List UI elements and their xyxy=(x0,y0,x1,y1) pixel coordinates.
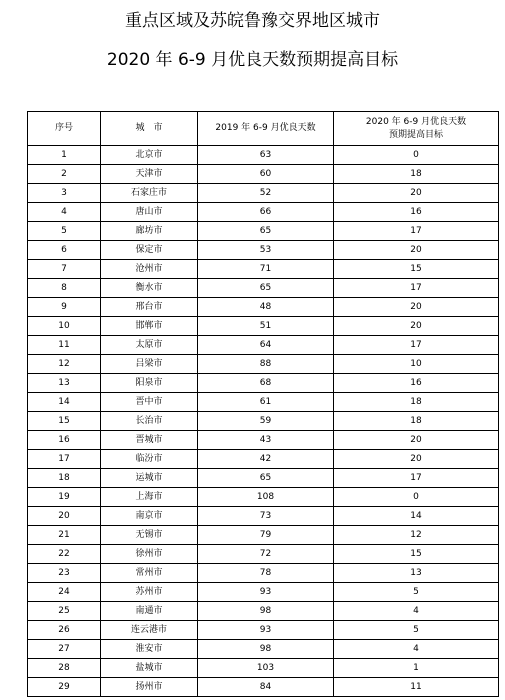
row-2020-target: 1 xyxy=(334,659,499,678)
table-row xyxy=(28,260,499,279)
row-city: 太原市 xyxy=(101,336,198,355)
table-row xyxy=(28,336,499,355)
table-row xyxy=(28,507,499,526)
row-2020-target: 10 xyxy=(334,355,499,374)
row-2019-days: 53 xyxy=(198,241,334,260)
table-row xyxy=(28,602,499,621)
row-2019-days: 68 xyxy=(198,374,334,393)
row-city: 上海市 xyxy=(101,488,198,507)
row-city: 天津市 xyxy=(101,165,198,184)
table-row xyxy=(28,355,499,374)
header-2020-target-line2: 预期提高目标 xyxy=(388,129,443,140)
row-2020-target: 18 xyxy=(334,412,499,431)
row-index: 10 xyxy=(28,317,101,336)
table-row xyxy=(28,621,499,640)
row-index: 5 xyxy=(28,222,101,241)
row-city: 衡水市 xyxy=(101,279,198,298)
row-2019-days: 48 xyxy=(198,298,334,317)
row-2019-days: 79 xyxy=(198,526,334,545)
table-row xyxy=(28,279,499,298)
row-2019-days: 66 xyxy=(198,203,334,222)
table-row xyxy=(28,146,499,165)
row-2019-days: 98 xyxy=(198,640,334,659)
row-2019-days: 93 xyxy=(198,621,334,640)
row-city: 南京市 xyxy=(101,507,198,526)
row-city: 唐山市 xyxy=(101,203,198,222)
row-index: 16 xyxy=(28,431,101,450)
row-index: 13 xyxy=(28,374,101,393)
row-2020-target: 5 xyxy=(334,621,499,640)
row-index: 17 xyxy=(28,450,101,469)
row-2020-target: 17 xyxy=(334,336,499,355)
row-city: 连云港市 xyxy=(101,621,198,640)
row-2019-days: 72 xyxy=(198,545,334,564)
row-index: 12 xyxy=(28,355,101,374)
row-2019-days: 103 xyxy=(198,659,334,678)
row-index: 28 xyxy=(28,659,101,678)
row-2020-target: 0 xyxy=(334,146,499,165)
table-row xyxy=(28,374,499,393)
row-2019-days: 98 xyxy=(198,602,334,621)
row-2020-target: 16 xyxy=(334,374,499,393)
row-2019-days: 63 xyxy=(198,146,334,165)
row-city: 阳泉市 xyxy=(101,374,198,393)
row-index: 14 xyxy=(28,393,101,412)
row-index: 9 xyxy=(28,298,101,317)
page-title: 重点区域及苏皖鲁豫交界地区城市 xyxy=(125,11,380,31)
row-2019-days: 59 xyxy=(198,412,334,431)
header-index: 序号 xyxy=(28,112,101,146)
row-2020-target: 20 xyxy=(334,317,499,336)
row-2019-days: 93 xyxy=(198,583,334,602)
row-2020-target: 20 xyxy=(334,298,499,317)
row-city: 吕梁市 xyxy=(101,355,198,374)
row-2020-target: 12 xyxy=(334,526,499,545)
row-2020-target: 20 xyxy=(334,431,499,450)
row-2020-target: 13 xyxy=(334,564,499,583)
row-2020-target: 18 xyxy=(334,393,499,412)
row-city: 廊坊市 xyxy=(101,222,198,241)
table-row xyxy=(28,241,499,260)
row-index: 3 xyxy=(28,184,101,203)
row-city: 扬州市 xyxy=(101,678,198,697)
row-2020-target: 5 xyxy=(334,583,499,602)
row-index: 23 xyxy=(28,564,101,583)
row-city: 石家庄市 xyxy=(101,184,198,203)
table-header-row xyxy=(28,112,499,146)
row-2019-days: 84 xyxy=(198,678,334,697)
row-2020-target: 20 xyxy=(334,184,499,203)
row-city: 南通市 xyxy=(101,602,198,621)
row-city: 常州市 xyxy=(101,564,198,583)
row-index: 6 xyxy=(28,241,101,260)
header-2019-days: 2019 年 6-9 月优良天数 xyxy=(198,112,334,146)
table-row xyxy=(28,393,499,412)
row-city: 邢台市 xyxy=(101,298,198,317)
table-row xyxy=(28,431,499,450)
row-index: 24 xyxy=(28,583,101,602)
row-city: 淮安市 xyxy=(101,640,198,659)
table-row xyxy=(28,222,499,241)
header-2020-target xyxy=(334,112,499,146)
table-row xyxy=(28,184,499,203)
row-2019-days: 65 xyxy=(198,469,334,488)
table-row xyxy=(28,564,499,583)
row-index: 29 xyxy=(28,678,101,697)
row-city: 长治市 xyxy=(101,412,198,431)
table-row xyxy=(28,469,499,488)
table-row xyxy=(28,203,499,222)
table-row xyxy=(28,450,499,469)
row-2020-target: 17 xyxy=(334,279,499,298)
row-2019-days: 73 xyxy=(198,507,334,526)
row-index: 27 xyxy=(28,640,101,659)
page-subtitle: 2020 年 6-9 月优良天数预期提高目标 xyxy=(106,50,399,70)
row-index: 20 xyxy=(28,507,101,526)
row-index: 26 xyxy=(28,621,101,640)
row-2020-target: 15 xyxy=(334,260,499,279)
row-index: 2 xyxy=(28,165,101,184)
row-2020-target: 11 xyxy=(334,678,499,697)
table-row xyxy=(28,659,499,678)
row-2019-days: 65 xyxy=(198,222,334,241)
row-index: 18 xyxy=(28,469,101,488)
row-2020-target: 15 xyxy=(334,545,499,564)
row-2019-days: 65 xyxy=(198,279,334,298)
row-2020-target: 16 xyxy=(334,203,499,222)
row-city: 邯郸市 xyxy=(101,317,198,336)
row-index: 1 xyxy=(28,146,101,165)
row-city: 晋城市 xyxy=(101,431,198,450)
row-index: 4 xyxy=(28,203,101,222)
table-row xyxy=(28,526,499,545)
row-2020-target: 18 xyxy=(334,165,499,184)
row-2019-days: 52 xyxy=(198,184,334,203)
table-row xyxy=(28,317,499,336)
row-2019-days: 60 xyxy=(198,165,334,184)
row-index: 11 xyxy=(28,336,101,355)
row-2020-target: 4 xyxy=(334,640,499,659)
table-body xyxy=(28,146,499,697)
row-index: 22 xyxy=(28,545,101,564)
row-2019-days: 61 xyxy=(198,393,334,412)
row-2019-days: 71 xyxy=(198,260,334,279)
air-quality-target-table xyxy=(27,111,499,697)
row-city: 晋中市 xyxy=(101,393,198,412)
row-city: 沧州市 xyxy=(101,260,198,279)
row-2019-days: 88 xyxy=(198,355,334,374)
row-city: 无锡市 xyxy=(101,526,198,545)
row-city: 保定市 xyxy=(101,241,198,260)
row-index: 19 xyxy=(28,488,101,507)
row-2019-days: 43 xyxy=(198,431,334,450)
row-index: 7 xyxy=(28,260,101,279)
row-index: 25 xyxy=(28,602,101,621)
table-row xyxy=(28,583,499,602)
row-2019-days: 51 xyxy=(198,317,334,336)
row-2019-days: 42 xyxy=(198,450,334,469)
table-row xyxy=(28,298,499,317)
table-row xyxy=(28,678,499,697)
row-2019-days: 78 xyxy=(198,564,334,583)
row-2020-target: 20 xyxy=(334,450,499,469)
header-2020-target-line1: 2020 年 6-9 月优良天数 xyxy=(365,116,467,127)
row-city: 北京市 xyxy=(101,146,198,165)
row-2019-days: 64 xyxy=(198,336,334,355)
table-row xyxy=(28,640,499,659)
row-index: 21 xyxy=(28,526,101,545)
row-2020-target: 17 xyxy=(334,222,499,241)
table-row xyxy=(28,412,499,431)
table-row xyxy=(28,488,499,507)
table-row xyxy=(28,165,499,184)
row-city: 盐城市 xyxy=(101,659,198,678)
row-2020-target: 20 xyxy=(334,241,499,260)
row-2020-target: 4 xyxy=(334,602,499,621)
row-city: 苏州市 xyxy=(101,583,198,602)
row-city: 临汾市 xyxy=(101,450,198,469)
row-city: 运城市 xyxy=(101,469,198,488)
row-2020-target: 17 xyxy=(334,469,499,488)
row-2020-target: 14 xyxy=(334,507,499,526)
row-2020-target: 0 xyxy=(334,488,499,507)
row-index: 8 xyxy=(28,279,101,298)
row-index: 15 xyxy=(28,412,101,431)
header-city: 城 市 xyxy=(101,112,198,146)
row-2019-days: 108 xyxy=(198,488,334,507)
row-city: 徐州市 xyxy=(101,545,198,564)
table-row xyxy=(28,545,499,564)
